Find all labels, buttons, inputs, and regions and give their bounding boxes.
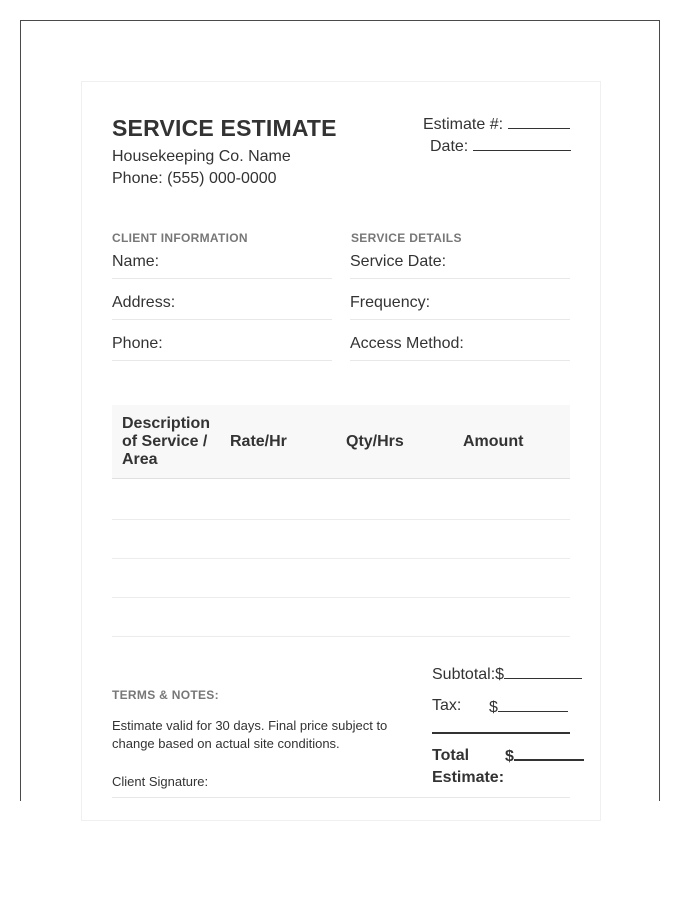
client-name-field[interactable]: Name: [112,253,332,279]
estimate-number [423,114,570,134]
table-header [112,405,570,479]
total-blank[interactable] [514,745,584,761]
column-qty: Qty/Hrs [346,433,404,450]
total-estimate-value [505,745,584,768]
service-date-field[interactable]: Service Date: [350,253,570,279]
subtotal-blank[interactable] [504,664,582,679]
signature-label: Client Signature: [112,774,209,789]
client-phone-field[interactable]: Phone: [112,335,332,361]
company-phone: Phone: (555) 000-0000 [112,170,277,187]
estimate-date [430,136,571,156]
service-details-heading: SERVICE DETAILS [351,231,462,245]
tax-label: Tax: [432,697,462,714]
estimate-number-label: Estimate #: [423,116,504,133]
tax-row [432,697,461,715]
client-info-heading: CLIENT INFORMATION [112,231,248,245]
column-description: Description of Service / Area [122,415,211,468]
estimate-date-label: Date: [430,138,469,155]
total-currency: $ [505,748,514,765]
access-method-field[interactable]: Access Method: [350,335,570,361]
table-row[interactable] [112,558,570,559]
table-row[interactable] [112,597,570,598]
subtotal-row [432,664,582,684]
tax-blank[interactable] [498,697,568,712]
column-amount: Amount [463,433,524,450]
total-estimate-label: Total Estimate: [432,747,505,786]
estimate-date-blank[interactable] [473,136,571,151]
subtotal-currency: $ [495,666,505,683]
client-address-field[interactable]: Address: [112,294,332,320]
table-row[interactable] [112,519,570,520]
company-name: Housekeeping Co. Name [112,148,291,165]
subtotal-label: Subtotal: [432,666,496,683]
tax-value [489,697,568,717]
estimate-number-blank[interactable] [508,114,570,129]
terms-heading: TERMS & NOTES: [112,688,219,702]
document-title: SERVICE ESTIMATE [112,115,337,141]
tax-currency: $ [489,699,498,716]
terms-text: Estimate valid for 30 days. Final price subject to change based on actual site conditions. [112,718,388,751]
frequency-field[interactable]: Frequency: [350,294,570,320]
table-row[interactable] [112,636,570,637]
signature-line[interactable] [112,797,570,798]
totals-divider [432,732,570,734]
column-rate: Rate/Hr [230,433,287,450]
